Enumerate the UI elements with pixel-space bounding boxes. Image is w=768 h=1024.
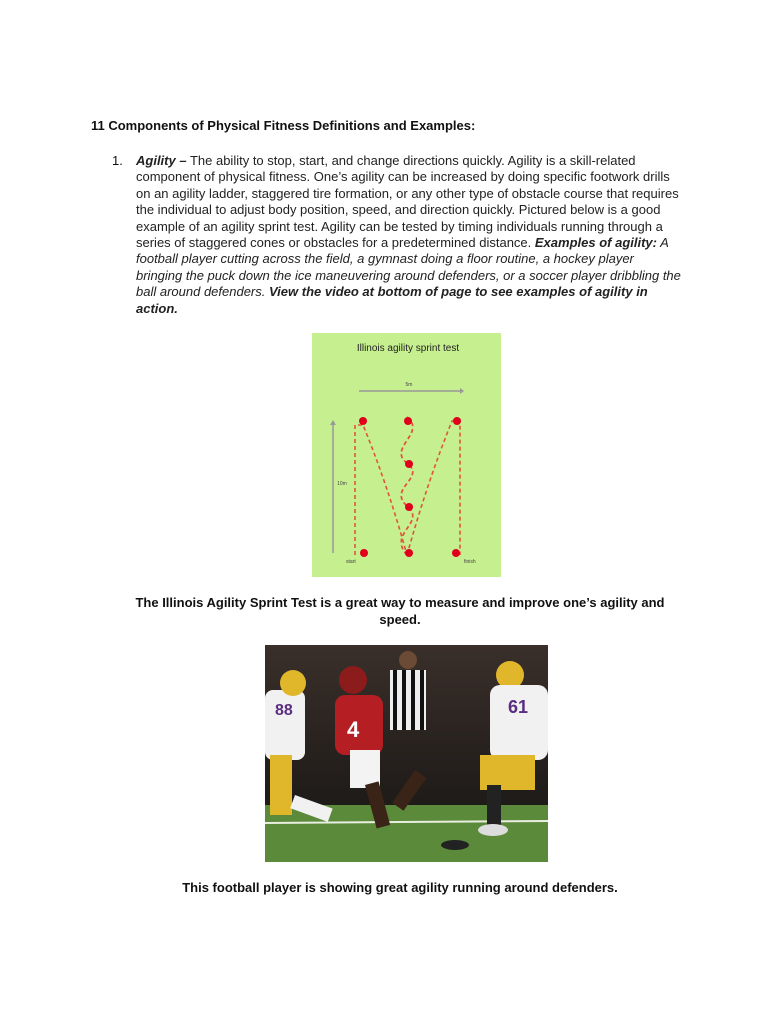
agility-term: Agility – [136, 153, 187, 168]
agility-paragraph [136, 153, 681, 317]
cone-bottom-right [452, 549, 460, 557]
svg-text:4: 4 [347, 717, 360, 742]
list-number: 1. [112, 153, 123, 168]
illinois-agility-diagram [312, 333, 501, 577]
cone-top-right [453, 417, 461, 425]
svg-text:88: 88 [275, 702, 293, 719]
video-note: View the video at bottom of page to see examples of agility in action. [136, 284, 648, 316]
start-label: start [346, 559, 356, 565]
cone-bottom-middle [405, 549, 413, 557]
examples-text: A football player cutting across the field, a gymnast doing a floor routine, a hockey player bringing the puck down the ice maneuvering around defenders, or a soccer player dribbling the ball around defenders. [136, 235, 681, 300]
diagram-title: Illinois agility sprint test [356, 343, 460, 354]
finish-label: finish [464, 559, 476, 565]
diagram-caption: The Illinois Agility Sprint Test is a great way to measure and improve one’s agility and speed. [135, 595, 665, 627]
photo-caption: This football player is showing great agility running around defenders. [182, 880, 618, 895]
height-label: 10m [337, 481, 347, 487]
svg-text:61: 61 [508, 697, 529, 717]
cone-center-2 [405, 503, 413, 511]
diagram-background [312, 333, 501, 577]
examples-label: Examples of agility: [534, 235, 657, 251]
football-agility-photo [265, 645, 548, 862]
agility-definition: The ability to stop, start, and change directions quickly. Agility is a skill-related component of physical fitness. One’s agility can be increased by doing specific footwork drills on an agility ladder, staggered tire formation, or any other type of obstacle course that requires the individual to adjust body position, speed, and direction quickly. Pictured below is a good example of an agility sprint test. Agility can be tested by timing individuals running through a series of staggered cones or obstacles for a predetermined distance. [136, 153, 679, 251]
cone-top-left [359, 417, 367, 425]
cone-top-middle [404, 417, 412, 425]
cone-center-1 [405, 460, 413, 468]
page-heading: 11 Components of Physical Fitness Definitions and Examples: [91, 118, 476, 133]
width-label: 5m [405, 382, 413, 388]
cone-bottom-left [360, 549, 368, 557]
